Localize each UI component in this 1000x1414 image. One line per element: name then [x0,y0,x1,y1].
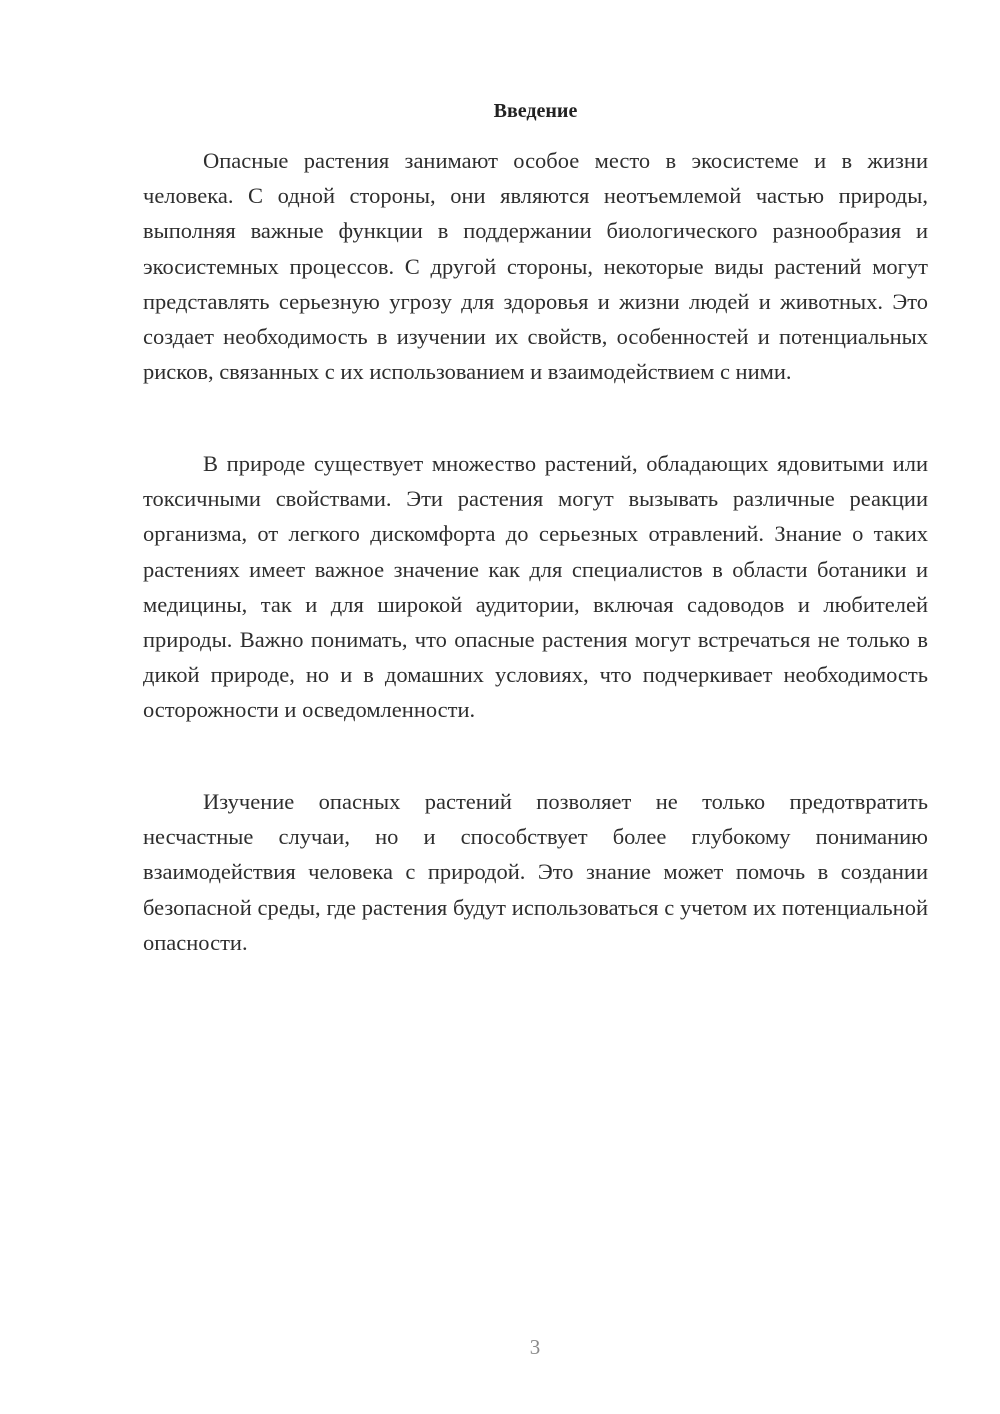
paragraph-3: Изучение опасных растений позволяет не только предотвратить несчастные случаи, но и способствует более глубокому пониманию взаимодействия человека с природой. Это знание может помочь в создании безопасной среды, где растения будут использоваться с учетом их потенциальной опасности. [143,789,928,955]
paragraph-1: Опасные растения занимают особое место в экосистеме и в жизни человека. С одной стороны, они являются неотъемлемой частью природы, выполняя важные функции в поддержании биологического разнообразия и экосистемных процессов. С другой стороны, некоторые виды растений могут представлять серьезную угрозу для здоровья и жизни людей и животных. Это создает необходимость в изучении их свойств, особенностей и потенциальных рисков, связанных с их использованием и взаимодействием с ними. [143,148,928,385]
page-number: 3 [529,1335,541,1359]
section-heading: Введение [493,100,578,122]
paragraph-2: В природе существует множество растений, обладающих ядовитыми или токсичными свойствами. Эти растения могут вызывать различные реакции организма, от легкого дискомфорта до серьезных отравлений. Знание о таких растениях имеет важное значение как для специалистов в области ботаники и медицины, так и для широкой аудитории, включая садоводов и любителей природы. Важно понимать, что опасные растения могут встречаться не только в дикой природе, но и в домашних условиях, что подчеркивает необходимость осторожности и осведомленности. [143,451,928,723]
